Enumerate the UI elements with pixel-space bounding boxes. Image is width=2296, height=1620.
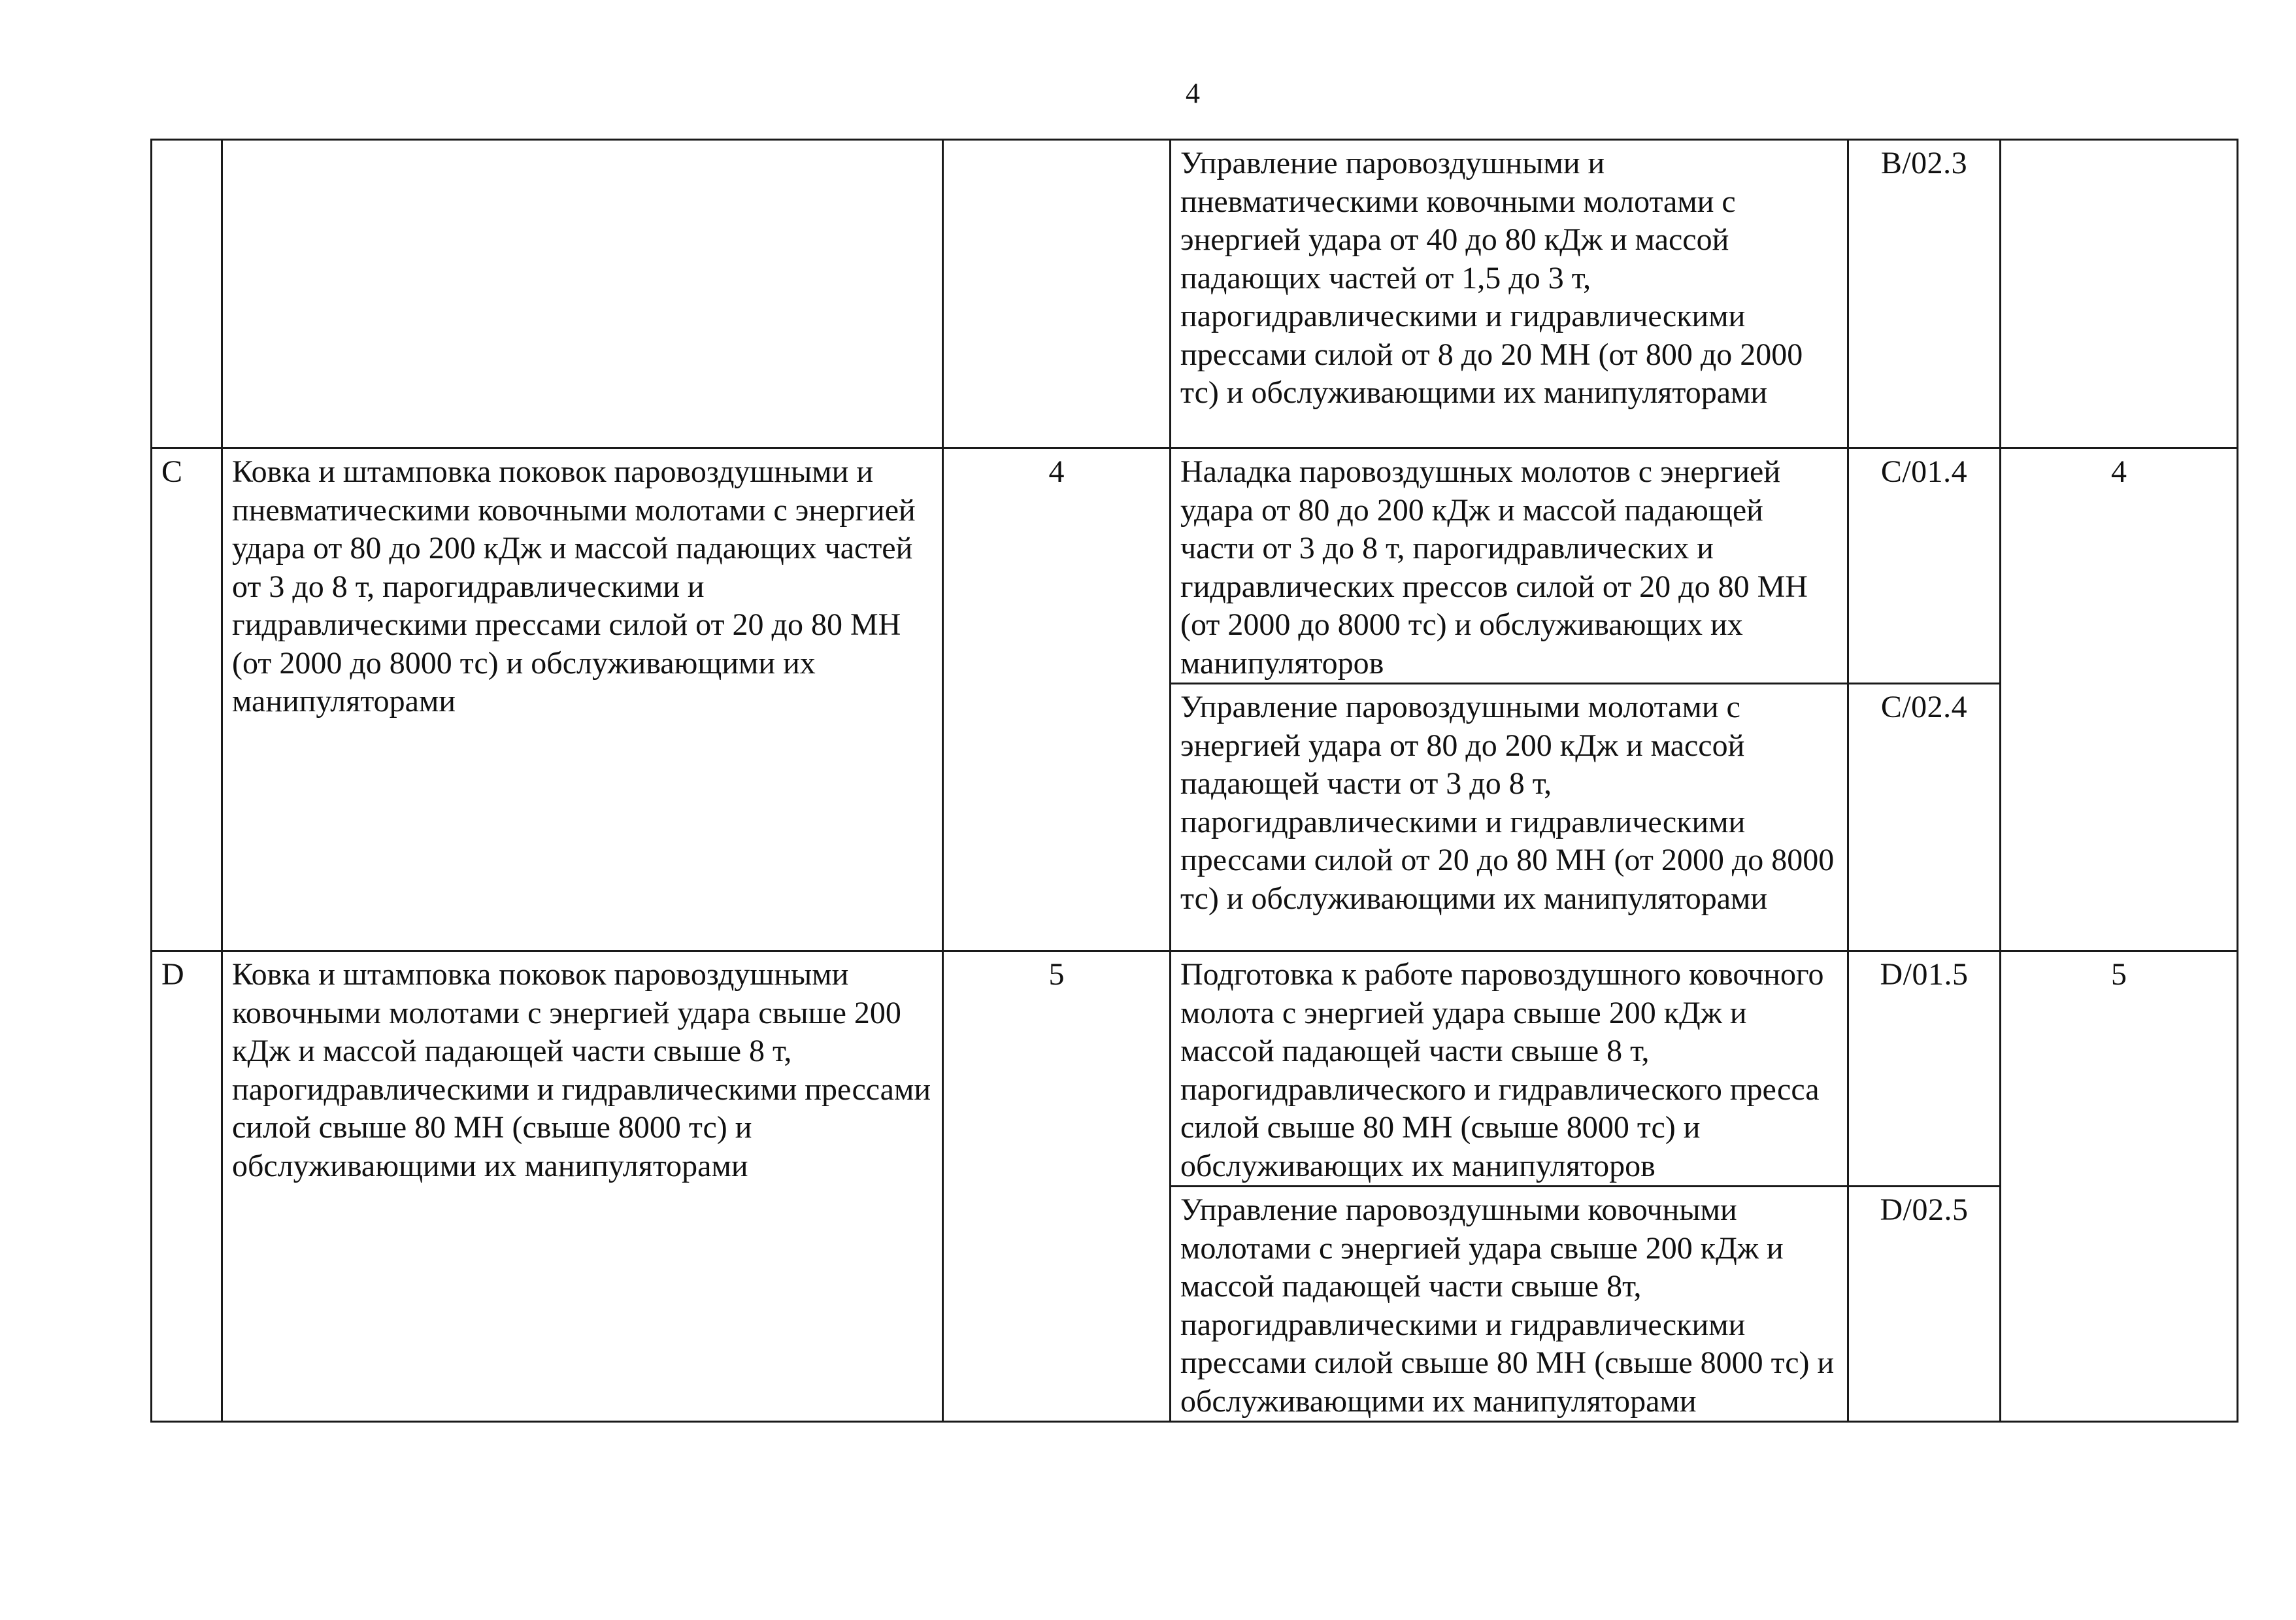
sublevel-cell: 4: [2001, 448, 2238, 951]
qualification-level-cell: 5: [943, 951, 1171, 1422]
functions-table: [150, 139, 2238, 1423]
qualification-level-cell: [943, 140, 1171, 448]
table-row: [152, 448, 2238, 684]
page-number: 4: [1186, 77, 1200, 109]
generalized-function-name-cell: Ковка и штамповка поковок паровоздушными и пневматическими ковочными молотами с энергией удара от 80 до 200 кДж и массой падающих частей от 3 до 8 т, парогидравлическими и гидравлическими прессами силой от 20 до 80 МН (от 2000 до 8000 тс) и обслуживающими их манипуляторами: [222, 448, 943, 951]
qualification-level-cell: 4: [943, 448, 1171, 951]
labor-function-name-cell: Управление паровоздушными ковочными молотами с энергией удара свыше 200 кДж и массой падающей части свыше 8т, парогидравлическими и гидравлическими прессами силой свыше 80 МН (свыше 8000 тс) и обслуживающими их манипуляторами: [1171, 1187, 1848, 1422]
generalized-function-name-cell: Ковка и штамповка поковок паровоздушными ковочными молотами с энергией удара свыше 200 кДж и массой падающей части свыше 8 т, парогидравлическими и гидравлическими прессами силой свыше 80 МН (свыше 8000 тс) и обслуживающими их манипуляторами: [222, 951, 943, 1422]
generalized-function-code-cell: D: [152, 951, 222, 1422]
generalized-function-code-cell: [152, 140, 222, 448]
sublevel-cell: [2001, 140, 2238, 448]
labor-function-code-cell: C/02.4: [1848, 684, 2001, 951]
labor-function-code-cell: D/02.5: [1848, 1187, 2001, 1422]
table-row: [152, 140, 2238, 448]
labor-function-code-cell: C/01.4: [1848, 448, 2001, 684]
generalized-function-name-cell: [222, 140, 943, 448]
table-row: [152, 951, 2238, 1187]
labor-function-name-cell: Управление паровоздушными молотами с энергией удара от 80 до 200 кДж и массой падающей части от 3 до 8 т, парогидравлическими и гидравлическими прессами силой от 20 до 80 МН (от 2000 до 8000 тс) и обслуживающими их манипуляторами: [1171, 684, 1848, 951]
generalized-function-code-cell: C: [152, 448, 222, 951]
sublevel-cell: 5: [2001, 951, 2238, 1422]
labor-function-name-cell: Подготовка к работе паровоздушного ковочного молота с энергией удара свыше 200 кДж и массой падающей части свыше 8 т, парогидравлического и гидравлического пресса силой свыше 80 МН (свыше 8000 тс) и обслуживающих их манипуляторов: [1171, 951, 1848, 1187]
labor-function-code-cell: B/02.3: [1848, 140, 2001, 448]
labor-function-name-cell: Наладка паровоздушных молотов с энергией удара от 80 до 200 кДж и массой падающей части от 3 до 8 т, парогидравлических и гидравлических прессов силой от 20 до 80 МН (от 2000 до 8000 тс) и обслуживающих их манипуляторов: [1171, 448, 1848, 684]
labor-function-name-cell: Управление паровоздушными и пневматическими ковочными молотами с энергией удара от 40 до 80 кДж и массой падающих частей от 1,5 до 3 т, парогидравлическими и гидравлическими прессами силой от 8 до 20 МН (от 800 до 2000 тс) и обслуживающими их манипуляторами: [1171, 140, 1848, 448]
labor-function-code-cell: D/01.5: [1848, 951, 2001, 1187]
